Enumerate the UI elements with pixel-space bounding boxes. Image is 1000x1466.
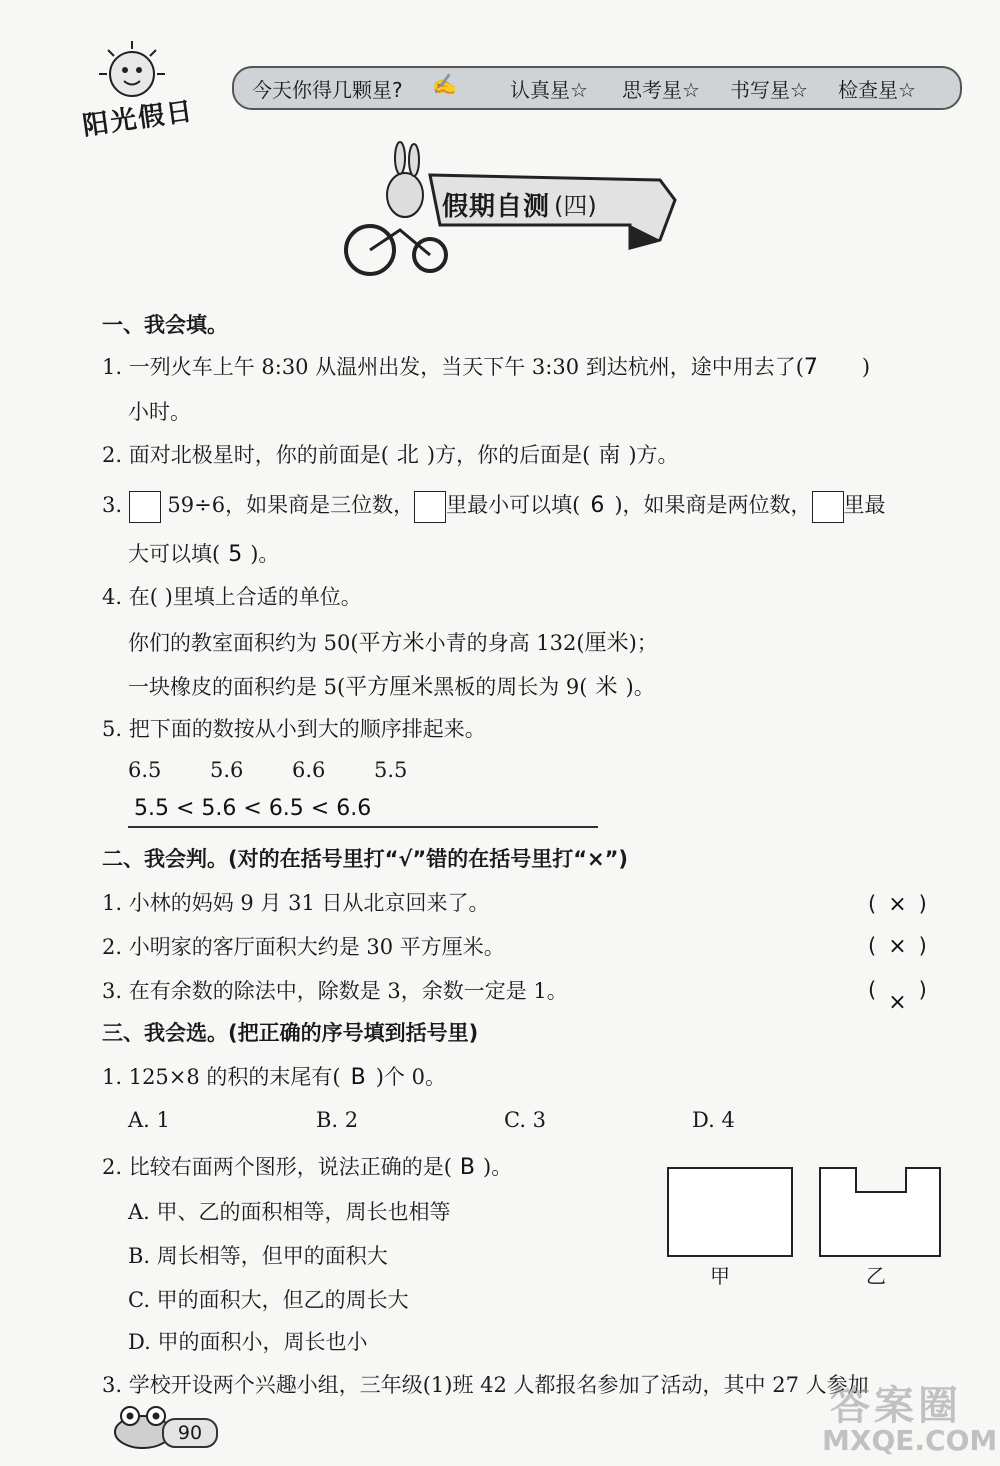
- watermark: 答案圈: [830, 1383, 962, 1429]
- star-thinking-bubble-icon: ✍: [432, 72, 457, 96]
- judge-answer-1: ×: [888, 892, 907, 917]
- q4-answer-height: 厘米: [584, 631, 629, 656]
- q2: 2. 面对北极星时，你的前面是( 北 )方，你的后面是( 南 )方。: [102, 443, 679, 468]
- q3-line2: 大可以填( 5 )。: [128, 542, 280, 567]
- judge-bracket-2: ( × ): [868, 934, 927, 959]
- page-number: 90: [177, 1422, 203, 1444]
- stars-banner: [232, 66, 962, 110]
- shape-jia: [668, 1168, 792, 1256]
- star-checking: 检查星☆: [838, 78, 916, 102]
- q1-line1: 1. 一列火车上午 8:30 从温州出发，当天下午 3:30 到达杭州，途中用去了(7 ): [102, 352, 870, 383]
- q1-line2: 小时。: [128, 400, 191, 424]
- q5-number: 6.5: [128, 758, 162, 782]
- judge-answer-2: ×: [888, 934, 907, 959]
- q4-answer-eraser: 平方厘米: [345, 675, 434, 700]
- choice-q2-option-a: A. 甲、乙的面积相等，周长也相等: [128, 1200, 451, 1224]
- title-main: 假期自测: [442, 192, 551, 222]
- choice-q1: 1. 125×8 的积的末尾有( B )个 0。: [102, 1065, 446, 1090]
- q4-line1: 你们的教室面积约为 50(平方米小青的身高 132(厘米)；: [128, 631, 658, 656]
- q1-answer: 7: [803, 355, 818, 380]
- title-sub: (四): [554, 192, 597, 220]
- q4-answer-blackboard: 米: [595, 675, 618, 700]
- q4-heading: 4. 在( )里填上合适的单位。: [102, 585, 362, 609]
- q3-box: [812, 491, 844, 523]
- q5-number: 5.6: [210, 758, 244, 782]
- q3-answer-max: 5: [228, 542, 243, 567]
- watermark-url: MXQE.COM: [822, 1424, 998, 1457]
- judge-answer-3: ×: [888, 990, 907, 1015]
- choice-q2-answer: B: [459, 1155, 475, 1180]
- q3-box: [414, 491, 446, 523]
- q3-answer-min: 6: [590, 493, 605, 518]
- q4-line2: 一块橡皮的面积约是 5(平方厘米黑板的周长为 9( 米 )。: [128, 675, 655, 700]
- choice-q2-option-b: B. 周长相等，但甲的面积大: [128, 1244, 388, 1268]
- q5-text: 5. 把下面的数按从小到大的顺序排起来。: [102, 717, 486, 741]
- brand-logo: [70, 40, 240, 140]
- choice-q1-answer: B: [350, 1065, 366, 1090]
- section2-heading: 二、我会判。(对的在括号里打“√”错的在括号里打“×”): [102, 847, 629, 871]
- q3-box: [129, 491, 161, 523]
- stars-prompt: 今天你得几颗星?: [252, 78, 403, 102]
- choice-option: D. 4: [692, 1108, 735, 1132]
- choice-q2: 2. 比较右面两个图形，说法正确的是( B )。: [102, 1155, 513, 1180]
- q5-answer-line: [128, 826, 598, 828]
- brand-text: 阳光假日: [80, 96, 196, 142]
- choice-q1-options: [128, 1108, 735, 1132]
- shape-label-jia: 甲: [710, 1264, 730, 1288]
- choice-q2-option-d: D. 甲的面积小，周长也小: [128, 1330, 368, 1354]
- choice-option: C. 3: [504, 1108, 547, 1132]
- choice-q2-option-c: C. 甲的面积大，但乙的周长大: [128, 1288, 409, 1312]
- section3-heading: 三、我会选。(把正确的序号填到括号里): [102, 1021, 479, 1045]
- title-banner: [330, 140, 700, 280]
- choice-option: A. 1: [128, 1108, 170, 1132]
- q2-answer-front: 北: [396, 443, 419, 468]
- choice-option: B. 2: [316, 1108, 359, 1132]
- q5-number: 5.5: [374, 758, 408, 782]
- q4-answer-classroom: 平方米: [358, 631, 425, 656]
- shapes-figure: [660, 1160, 950, 1290]
- q3-line1: 3. 59÷6，如果商是三位数， 里最小可以填( 6 )，如果商是两位数， 里最: [102, 490, 886, 523]
- section1-heading: 一、我会填。: [102, 313, 228, 337]
- shape-label-yi: 乙: [866, 1264, 886, 1288]
- star-writing: 书写星☆: [730, 78, 808, 102]
- judge-item-3: 3. 在有余数的除法中，除数是 3，余数一定是 1。: [102, 979, 568, 1003]
- judge-bracket-1: ( × ): [868, 892, 927, 917]
- judge-item-1: 1. 小林的妈妈 9 月 31 日从北京回来了。: [102, 891, 490, 915]
- judge-item-2: 2. 小明家的客厅面积大约是 30 平方厘米。: [102, 935, 505, 959]
- q5-numbers: [128, 758, 407, 782]
- star-careful: 认真星☆: [510, 78, 588, 102]
- q5-answer: 5.5 < 5.6 < 6.5 < 6.6: [134, 796, 372, 821]
- choice-q3-text: 3. 学校开设两个兴趣小组，三年级(1)班 42 人都报名参加了活动，其中 27 人参加: [102, 1373, 869, 1397]
- shape-yi: [820, 1168, 940, 1256]
- page-number-pill: [162, 1418, 218, 1448]
- judge-bracket-3: ( × ): [868, 978, 927, 1015]
- star-thinking: 思考星☆: [622, 78, 700, 102]
- q5-number: 6.6: [292, 758, 326, 782]
- q2-answer-back: 南: [598, 443, 621, 468]
